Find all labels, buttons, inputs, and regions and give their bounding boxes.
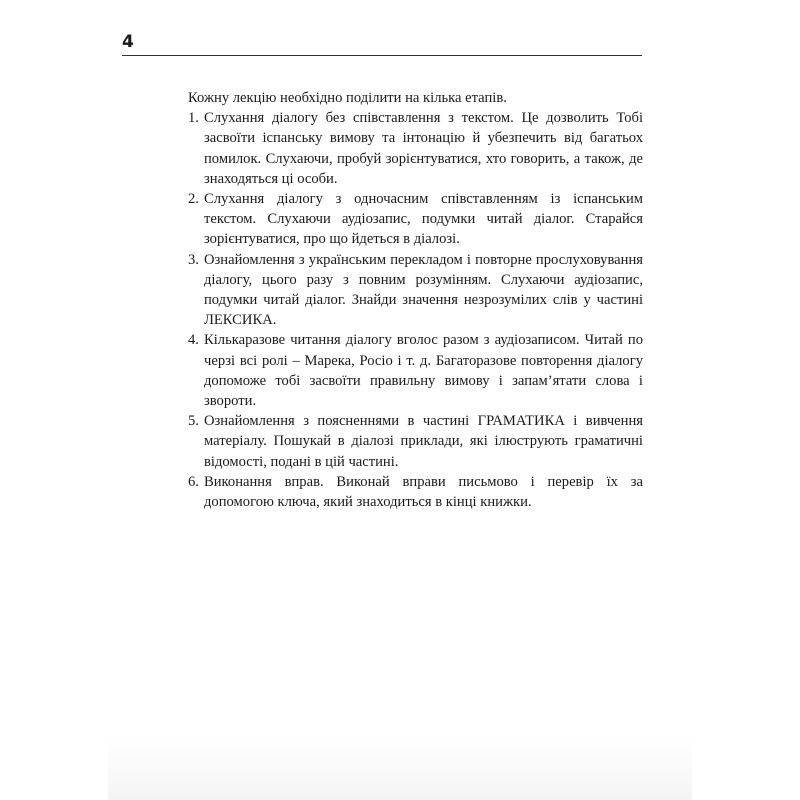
- list-item-text: Кількаразове читання діалогу вголос разом з аудіозаписом. Читай по черзі всі ролі – Марека, Росіо і т. д. Багаторазове повторення діалогу допоможе тобі засвоїти правильну вимову і запам’ятати слова і звороти.: [204, 332, 643, 410]
- list-item-text: Виконання вправ. Виконай вправи письмово і перевір їх за допомогою ключа, який знаходиться в кінці книжки.: [204, 473, 643, 511]
- list-item-text: Ознайомлення з українським перекладом і повторне прослуховування діалогу, цього разу з повним розумінням. Слухаючи аудіозапис, подумки читай діалог. Знайди значення незрозумілих слів у частині ЛЕКСИКА.: [204, 251, 643, 329]
- intro-paragraph: Кожну лекцію необхідно поділити на кілька етапів.: [188, 90, 507, 106]
- list-item-number: 4.: [188, 332, 199, 349]
- list-item: [188, 250, 643, 331]
- list-item-number: 6.: [188, 473, 199, 490]
- list-item-text: Слухання діалогу без співставлення з текстом. Це дозволить Тобі засвоїти іспанську вимову та інтонацію й убезпечить від багатьох помилок. Слухаючи, пробуй зорієнтуватися, хто говорить, а також, де знаходяться ці особи.: [204, 110, 643, 187]
- list-item-number: 5.: [188, 413, 199, 430]
- list-item: [188, 472, 643, 512]
- steps-list: [188, 108, 643, 512]
- list-item: [188, 411, 643, 472]
- list-item-number: 3.: [188, 251, 199, 268]
- list-item: [188, 330, 643, 411]
- list-item-number: 2.: [188, 191, 199, 208]
- list-item-number: 1.: [188, 110, 199, 127]
- header-rule: [122, 55, 642, 56]
- list-item: [188, 108, 643, 189]
- page-number: 4: [122, 32, 134, 52]
- list-item: [188, 189, 643, 250]
- page-content: [188, 88, 643, 512]
- list-item-text: Ознайомлення з поясненнями в частині ГРАМАТИКА і вивчення матеріалу. Пошукай в діалозі приклади, які ілюструють граматичні відомості, подані в цій частині.: [204, 413, 643, 470]
- list-item-text: Слухання діалогу з одночасним співставленням із іспанським текстом. Слухаючи аудіозапис, подумки читай діалог. Старайся зорієнтуватися, про що йдеться в діалозі.: [204, 191, 643, 248]
